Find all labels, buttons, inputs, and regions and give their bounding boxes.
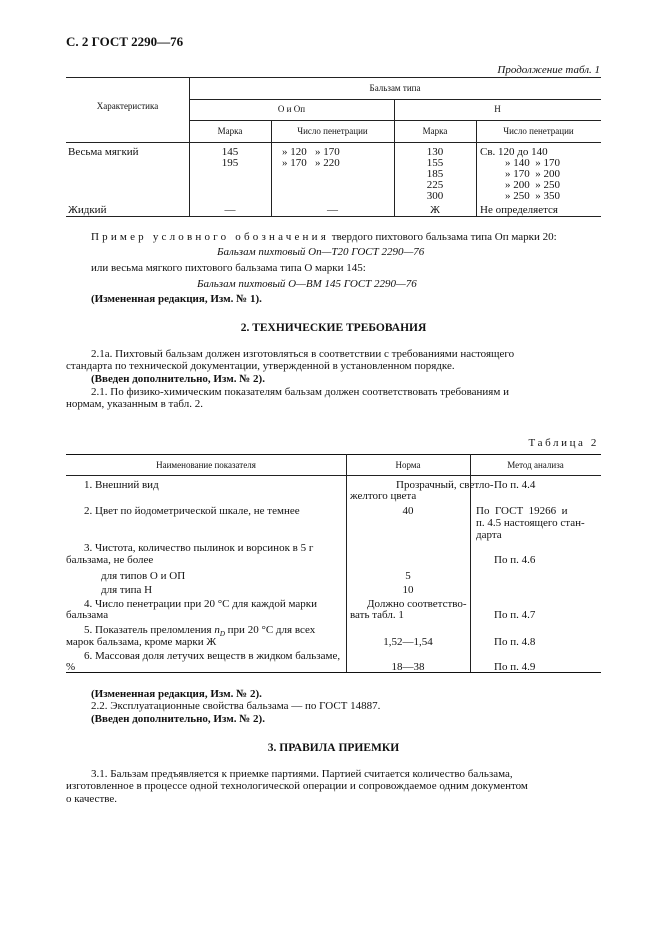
example-or-line: или весьма мягкого пихтового бальзама типа О марки 145: [91, 262, 366, 274]
t2-r4-norm: вать табл. 1 [350, 609, 404, 621]
t2-r3b-name: для типа Н [101, 584, 153, 596]
t1-col-mark-n: Марка [422, 126, 448, 136]
refractive-index-symbol: $n_D$ [214, 624, 225, 639]
t2-r6-name: % [66, 661, 76, 673]
t1-row-liquid-label: Жидкий [68, 204, 107, 216]
t1-row-very-soft-label: Весьма мягкий [68, 146, 139, 158]
p-2-1-line2: нормам, указанным в табл. 2. [66, 398, 203, 410]
p-2-1-line1: 2.1. По физико-химическим показателям бальзам должен соответствовать требованиям и [91, 386, 509, 398]
t2-col-norm: Норма [395, 460, 421, 470]
t1-cell: 155 [426, 157, 444, 169]
t2-r1-norm: желтого цвета [350, 490, 417, 502]
t1-cell: Ж [430, 204, 440, 216]
t2-r3-name: 3. Чистота, количество пылинок и ворсинок в 5 г [84, 542, 314, 554]
t1-header-bottom [66, 142, 601, 143]
continuation-label: Продолжение табл. 1 [497, 64, 600, 76]
t1-group-n: Н [494, 104, 501, 114]
t1-cell: » 250 » 350 [505, 190, 560, 202]
t2-r6-method: По п. 4.9 [494, 661, 536, 673]
table-2-label: Таблица 2 [528, 437, 599, 449]
t1-cell: Не определяется [480, 204, 558, 216]
t2-r5-norm: 1,52—1,54 [383, 636, 433, 648]
t1-cell: Св. 120 до 140 [480, 146, 548, 158]
amendment-1: (Измененная редакция, Изм. № 1). [91, 293, 262, 305]
t2-header-bottom [66, 475, 601, 476]
t1-cell: 225 [426, 179, 444, 191]
t1-line-b [189, 120, 601, 121]
t1-cell: » 200 » 250 [505, 179, 560, 191]
t2-r5-name-a: 5. Показатель преломления [84, 624, 212, 636]
designation-2: Бальзам пихтовый О—ВМ 145 ГОСТ 2290—76 [197, 278, 417, 290]
t2-col-method: Метод анализа [507, 460, 564, 470]
t2-r4-name: 4. Число пенетрации при 20 °С для каждой марки [84, 598, 317, 610]
t2-r3-method: По п. 4.6 [494, 554, 536, 566]
p-3-1-line1: 3.1. Бальзам предъявляется к приемке партиями. Партией считается количество бальзама, [91, 768, 513, 780]
t2-r2-name: 2. Цвет по йодометрической шкале, не темнее [84, 505, 300, 517]
t1-col-balsam-type: Бальзам типа [369, 83, 421, 93]
section-2-title: 2. ТЕХНИЧЕСКИЕ ТРЕБОВАНИЯ [240, 322, 427, 334]
t1-cell: — [224, 204, 236, 216]
example-lead-spaced: Пример условного обозначения [91, 231, 329, 243]
t2-r3a-name: для типов О и ОП [101, 570, 186, 582]
t1-col-pen-o: Число пенетрации [297, 126, 368, 136]
t1-cell: 195 [221, 157, 239, 169]
p-3-1-line2: изготовленное в процессе одной технологической операции и сопровождаемое одним документом [66, 780, 528, 792]
p-2-1a-line1: 2.1а. Пихтовый бальзам должен изготовляться в соответствии с требованиями настоящего [91, 348, 515, 360]
introduced-2: (Введен дополнительно, Изм. № 2). [91, 373, 265, 385]
t2-r5-name2: марок бальзама, кроме марки Ж [66, 636, 217, 648]
t2-r3b-norm: 10 [402, 584, 414, 596]
t2-r5-method: По п. 4.8 [494, 636, 536, 648]
t1-group-o-op: О и Оп [277, 104, 306, 114]
t1-cell: 130 [426, 146, 444, 158]
p-2-2: 2.2. Эксплуатационные свойства бальзама — по ГОСТ 14887. [91, 700, 381, 712]
t2-r1-method: По п. 4.4 [494, 479, 536, 491]
example-lead-rest: твердого пихтового бальзама типа Оп марки 20: [331, 231, 557, 243]
t1-cell: » 120 » 170 [282, 146, 340, 158]
t2-r1-norm: Прозрачный, светло- [396, 479, 494, 491]
page-label: С. 2 ГОСТ 2290—76 [66, 34, 184, 49]
t1-col-pen-n: Число пенетрации [503, 126, 574, 136]
p-3-1-line3: о качестве. [66, 793, 118, 805]
t2-r4-name: бальзама [66, 609, 109, 621]
t2-r2-method: дарта [476, 529, 502, 541]
example-lead [91, 231, 557, 243]
t2-r3a-norm: 5 [405, 570, 411, 582]
designation-1: Бальзам пихтовый Оп—Т20 ГОСТ 2290—76 [217, 246, 425, 258]
t1-cell: » 140 » 170 [505, 157, 560, 169]
t1-line-a [189, 99, 601, 100]
t2-r4-norm: Должно соответство- [367, 598, 467, 610]
t1-cell: 300 [426, 190, 444, 202]
t2-r1-name: 1. Внешний вид [84, 479, 159, 491]
t2-r3-name: бальзама, не более [66, 554, 154, 566]
t2-top-line [66, 454, 601, 455]
t2-r6-name: 6. Массовая доля летучих веществ в жидком бальзаме, [84, 650, 341, 662]
t1-cell: » 170 » 200 [505, 168, 560, 180]
t1-cell: 185 [426, 168, 444, 180]
t1-cell: — [327, 204, 338, 216]
t1-cell: » 170 » 220 [282, 157, 340, 169]
t1-col-mark-o: Марка [217, 126, 243, 136]
t2-r2-method: п. 4.5 настоящего стан- [476, 517, 585, 529]
t1-cell: 145 [221, 146, 239, 158]
t2-r2-norm: 40 [402, 505, 414, 517]
t1-top-line [66, 77, 601, 78]
t2-r5-name-b: при 20 °С для всех [227, 624, 316, 636]
t2-r4-method: По п. 4.7 [494, 609, 536, 621]
t2-r6-norm: 18—38 [391, 661, 425, 673]
t1-bottom-line [66, 216, 601, 217]
amendment-2: (Измененная редакция, Изм. № 2). [91, 688, 262, 700]
t2-col-name: Наименование показателя [156, 460, 256, 470]
introduced-2b: (Введен дополнительно, Изм. № 2). [91, 713, 265, 725]
t2-r2-method: По ГОСТ 19266 и [476, 505, 568, 517]
section-3-title: 3. ПРАВИЛА ПРИЕМКИ [267, 742, 400, 754]
t1-col-characteristic: Характеристика [96, 101, 159, 111]
p-2-1a-line2: стандарта по технической документации, утвержденной в установленном порядке. [66, 360, 455, 372]
